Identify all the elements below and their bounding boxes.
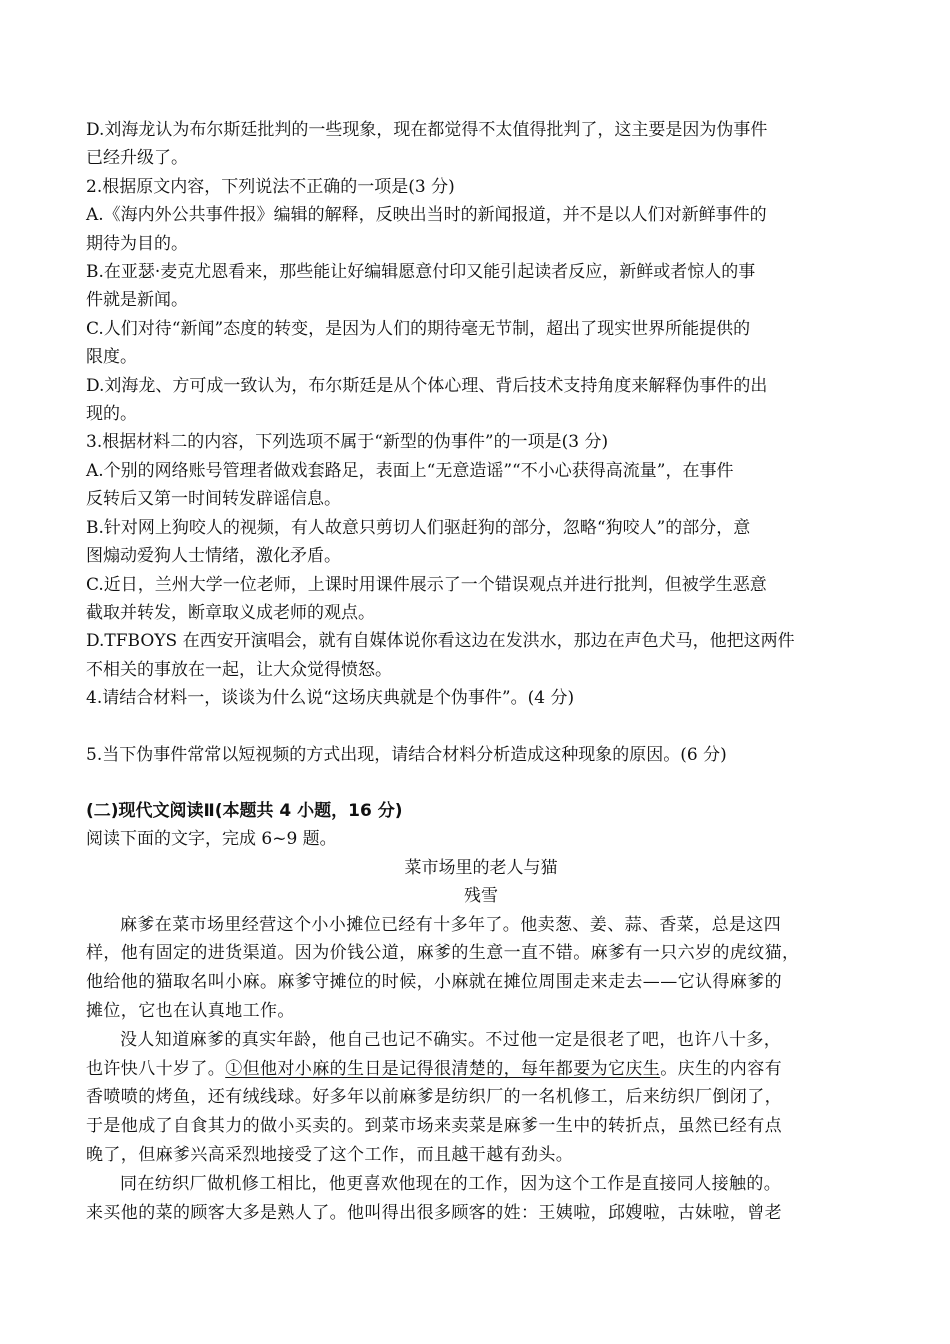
- q3-option-b-line2: 图煽动爱狗人士情绪，激化矛盾。: [86, 546, 341, 567]
- answer-space: [86, 713, 866, 741]
- paragraph-line: 来买他的菜的顾客大多是熟人了。他叫得出很多顾客的姓：王姨啦，邱嫂啦，古妹啦，曾老: [86, 1202, 782, 1223]
- paragraph-line: 没人知道麻爹的真实年龄，他自己也记不确实。不过他一定是很老了吧，也许八十多，: [120, 1029, 782, 1050]
- q3-option-c-line2: 截取并转发，断章取义成老师的观点。: [86, 602, 375, 623]
- paragraph-line: 同在纺织厂做机修工相比，他更喜欢他现在的工作，因为这个工作是直接同人接触的。: [120, 1173, 782, 1194]
- section-instruction: 阅读下面的文字，完成 6~9 题。: [86, 829, 337, 850]
- q1-option-d-line2: 已经升级了。: [86, 148, 188, 169]
- document-page: [86, 116, 866, 1227]
- q2-option-d-line2: 现的。: [86, 404, 137, 425]
- underlined-sentence: ①但他对小麻的生日是记得很清楚的，每年都要为它庆生: [225, 1058, 661, 1079]
- q5-stem: 5.当下伪事件常常以短视频的方式出现，请结合材料分析造成这种现象的原因。(6 分): [86, 744, 727, 765]
- section-heading: (二)现代文阅读Ⅱ(本题共 4 小题，16 分): [86, 800, 403, 821]
- paragraph-line: 香喷喷的烤鱼，还有绒线球。好多年以前麻爹是纺织厂的一名机修工，后来纺织厂倒闭了，: [86, 1087, 782, 1108]
- paragraph-line: 他给他的猫取名叫小麻。麻爹守摊位的时候，小麻就在摊位周围走来走去——它认得麻爹的: [86, 972, 782, 993]
- paragraph-line: 于是他成了自食其力的做小买卖的。到菜市场来卖菜是麻爹一生中的转折点，虽然已经有点: [86, 1116, 782, 1137]
- answer-space: [86, 769, 866, 797]
- paragraph-line: 摊位，它也在认真地工作。: [86, 1000, 295, 1021]
- paragraph-line: 麻爹在菜市场里经营这个小小摊位已经有十多年了。他卖葱、姜、蒜、香菜，总是这四: [120, 914, 782, 935]
- q3-stem: 3.根据材料二的内容，下列选项不属于“新型的伪事件”的一项是(3 分): [86, 432, 609, 453]
- paragraph-line: 晚了，但麻爹兴高采烈地接受了这个工作，而且越干越有劲头。: [86, 1144, 574, 1165]
- q3-option-a-line2: 反转后又第一时间转发辟谣信息。: [86, 489, 341, 510]
- q1-option-d-line1: D.刘海龙认为布尔斯廷批判的一些现象，现在都觉得不太值得批判了，这主要是因为伪事件: [86, 120, 768, 140]
- q2-option-c-line1: C.人们对待“新闻”态度的转变，是因为人们的期待毫无节制，超出了现实世界所能提供的: [86, 318, 751, 339]
- story-body: [86, 911, 866, 1228]
- q3-option-d-line2: 不相关的事放在一起，让大众觉得愤怒。: [86, 659, 392, 680]
- q2-option-d-line1: D.刘海龙、方可成一致认为，布尔斯廷是从个体心理、背后技术支持角度来解释伪事件的出: [86, 375, 768, 396]
- text-segment: 。庆生的内容有: [660, 1058, 783, 1079]
- q2-option-b-line2: 件就是新闻。: [86, 290, 188, 311]
- story-author: 残雪: [464, 886, 498, 907]
- q3-option-b-line1: B.针对网上狗咬人的视频，有人故意只剪切人们驱赶狗的部分，忽略“狗咬人”的部分，意: [86, 517, 751, 538]
- q3-option-c-line1: C.近日，兰州大学一位老师，上课时用课件展示了一个错误观点并进行批判，但被学生恶意: [86, 574, 767, 595]
- q2-stem: 2.根据原文内容，下列说法不正确的一项是(3 分): [86, 176, 455, 197]
- q2-option-a-line1: A.《海内外公共事件报》编辑的解释，反映出当时的新闻报道，并不是以人们对新鲜事件的: [86, 205, 767, 226]
- paragraph-line: 样，他有固定的进货渠道。因为价钱公道，麻爹的生意一直不错。麻爹有一只六岁的虎纹猫，: [86, 943, 800, 964]
- q2-option-c-line2: 限度。: [86, 347, 137, 368]
- q4-stem: 4.请结合材料一，谈谈为什么说“这场庆典就是个伪事件”。(4 分): [86, 688, 575, 709]
- q3-option-d-line1: D.TFBOYS 在西安开演唱会，就有自媒体说你看这边在发洪水，那边在声色犬马，他把这两件: [86, 631, 795, 652]
- q2-option-b-line1: B.在亚瑟·麦克尤恩看来，那些能让好编辑愿意付印又能引起读者反应，新鲜或者惊人的事: [86, 262, 756, 283]
- text-segment: 也许快八十岁了。: [86, 1058, 226, 1079]
- paragraph-line: [86, 1055, 866, 1084]
- q2-option-a-line2: 期待为目的。: [86, 233, 188, 254]
- story-title: 菜市场里的老人与猫: [404, 857, 558, 878]
- q3-option-a-line1: A.个别的网络账号管理者做戏套路足，表面上“无意造谣”“不小心获得高流量”，在事件: [86, 460, 734, 481]
